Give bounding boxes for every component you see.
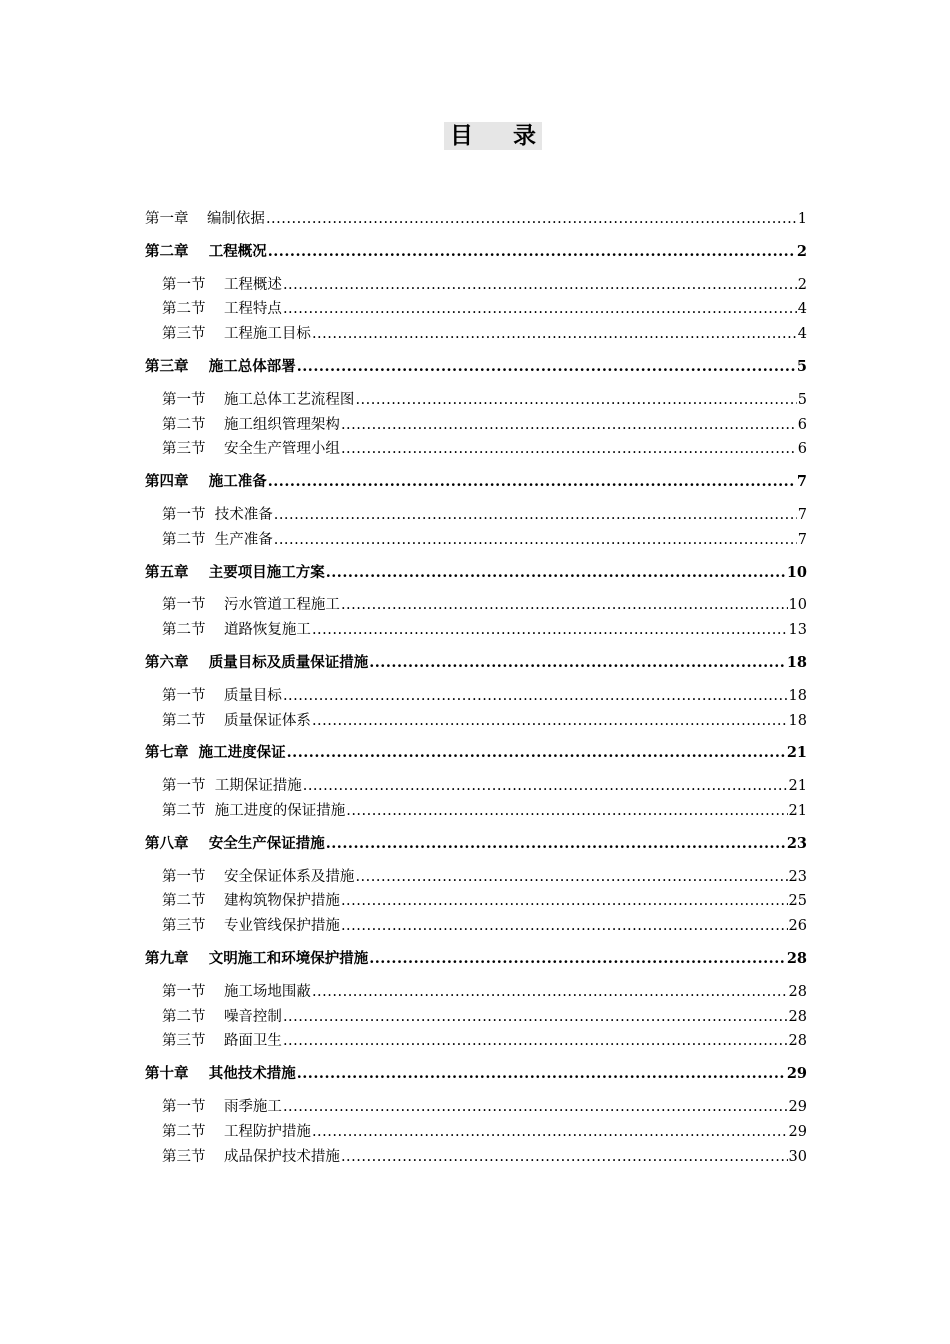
toc-entry-number: 第二章 — [145, 242, 189, 260]
toc-entry-spacer — [189, 651, 209, 676]
toc-entry-title: 施工准备 — [208, 473, 267, 491]
toc-entry-number: 第十章 — [145, 1065, 189, 1083]
toc-entry-title: 质量保证体系 — [223, 712, 311, 729]
toc-entry-spacer — [189, 240, 209, 265]
toc-dot-leader — [355, 388, 796, 413]
toc-page-number: 10 — [786, 563, 807, 581]
toc-section-entry[interactable] — [145, 273, 807, 298]
toc-page-number: 18 — [788, 712, 807, 729]
toc-entry-number: 第三节 — [162, 1148, 206, 1165]
toc-entry-title: 工程防护措施 — [223, 1123, 311, 1140]
toc-entry-number: 第三节 — [162, 1033, 206, 1050]
toc-section-entry[interactable] — [145, 1029, 807, 1054]
toc-entry-number: 第二节 — [162, 1008, 206, 1025]
toc-page-number: 28 — [786, 949, 807, 967]
toc-entry-number: 第一节 — [162, 506, 206, 523]
toc-chapter-entry[interactable] — [145, 651, 807, 676]
title-char-2: 录 — [513, 123, 536, 149]
toc-page-number: 4 — [797, 301, 807, 318]
toc-entry-title: 污水管道工程施工 — [223, 597, 340, 614]
toc-section-entry[interactable] — [145, 1120, 807, 1145]
toc-chapter-entry[interactable] — [145, 240, 807, 265]
toc-entry-spacer — [206, 437, 224, 462]
toc-entry-title: 技术准备 — [214, 506, 273, 523]
toc-page-number: 18 — [786, 653, 807, 671]
toc-section-entry[interactable] — [145, 889, 807, 914]
toc-section-entry[interactable] — [145, 914, 807, 939]
toc-page-number: 1 — [797, 211, 807, 227]
toc-dot-leader — [287, 741, 786, 766]
toc-entry-number: 第三章 — [145, 357, 189, 375]
toc-page-number: 7 — [797, 506, 807, 523]
toc-entry-number: 第三节 — [162, 918, 206, 935]
toc-section-entry[interactable] — [145, 799, 807, 824]
toc-entry-title: 路面卫生 — [223, 1033, 282, 1050]
toc-entry-title: 建构筑物保护措施 — [223, 893, 340, 910]
toc-dot-leader — [274, 528, 797, 553]
toc-entry-title: 施工组织管理架构 — [223, 416, 340, 433]
toc-section-entry[interactable] — [145, 413, 807, 438]
toc-chapter-entry[interactable] — [145, 1062, 807, 1087]
toc-entry-number: 第六章 — [145, 653, 189, 671]
toc-section-entry[interactable] — [145, 593, 807, 618]
toc-dot-leader — [283, 684, 788, 709]
toc-page-number: 6 — [797, 416, 807, 433]
toc-entry-title: 工程概况 — [208, 242, 267, 260]
toc-entry-spacer — [206, 865, 224, 890]
toc-entry-number: 第一节 — [162, 1098, 206, 1115]
toc-entry-title: 安全保证体系及措施 — [223, 868, 355, 885]
toc-entry-number: 第二节 — [162, 712, 206, 729]
toc-section-entry[interactable] — [145, 980, 807, 1005]
toc-entry-title: 生产准备 — [214, 531, 273, 548]
page-title — [444, 122, 542, 150]
toc-entry-number: 第二节 — [162, 802, 206, 819]
toc-page-number: 7 — [797, 531, 807, 548]
toc-entry-spacer — [206, 1095, 224, 1120]
toc-entry-title: 安全生产保证措施 — [208, 834, 325, 852]
toc-entry-number: 第九章 — [145, 949, 189, 967]
toc-page-number: 2 — [797, 276, 807, 293]
toc-entry-number: 第一节 — [162, 983, 206, 1000]
toc-entry-title: 其他技术措施 — [208, 1065, 296, 1083]
toc-dot-leader — [312, 618, 788, 643]
toc-dot-leader — [266, 207, 797, 232]
toc-entry-spacer — [206, 413, 224, 438]
toc-dot-leader — [303, 774, 788, 799]
toc-entry-spacer — [189, 832, 209, 857]
toc-entry-title: 质量目标 — [223, 687, 282, 704]
toc-dot-leader — [346, 799, 787, 824]
toc-entry-spacer — [206, 684, 224, 709]
toc-entry-title: 施工总体工艺流程图 — [223, 391, 355, 408]
toc-section-entry[interactable] — [145, 774, 807, 799]
toc-chapter-entry[interactable] — [145, 947, 807, 972]
toc-entry-number: 第二节 — [162, 622, 206, 639]
toc-entry-title: 工程概述 — [223, 276, 282, 293]
toc-entry-title: 工程施工目标 — [223, 326, 311, 343]
title-char-1: 目 — [450, 123, 473, 149]
toc-section-entry[interactable] — [145, 1095, 807, 1120]
toc-entry-spacer — [189, 947, 209, 972]
toc-entry-title: 专业管线保护措施 — [223, 918, 340, 935]
toc-entry-title: 施工总体部署 — [208, 357, 296, 375]
toc-entry-spacer — [206, 593, 224, 618]
toc-page-number: 2 — [796, 242, 807, 260]
toc-entry-spacer — [206, 709, 224, 734]
toc-section-entry[interactable] — [145, 684, 807, 709]
toc-chapter-entry[interactable] — [145, 470, 807, 495]
toc-page-number: 5 — [797, 391, 807, 408]
toc-chapter-entry[interactable] — [145, 355, 807, 380]
toc-section-entry[interactable] — [145, 437, 807, 462]
toc-dot-leader — [312, 1120, 788, 1145]
toc-entry-spacer — [189, 470, 209, 495]
toc-entry-spacer — [206, 297, 224, 322]
toc-page-number: 21 — [788, 778, 807, 795]
toc-page-number: 6 — [797, 441, 807, 458]
toc-dot-leader — [283, 1005, 788, 1030]
toc-entry-title: 文明施工和环境保护措施 — [208, 949, 369, 967]
toc-dot-leader — [297, 355, 796, 380]
toc-dot-leader — [312, 709, 788, 734]
toc-chapter-entry[interactable] — [145, 561, 807, 586]
toc-entry-number: 第一章 — [145, 211, 189, 227]
toc-section-entry[interactable] — [145, 297, 807, 322]
toc-chapter-entry[interactable] — [145, 207, 807, 232]
toc-dot-leader — [341, 914, 788, 939]
toc-entry-number: 第五章 — [145, 563, 189, 581]
toc-section-entry[interactable] — [145, 503, 807, 528]
toc-page-number: 13 — [788, 622, 807, 639]
toc-entry-number: 第三节 — [162, 441, 206, 458]
toc-entry-number: 第二节 — [162, 531, 206, 548]
toc-dot-leader — [369, 947, 786, 972]
toc-entry-spacer — [206, 1120, 224, 1145]
toc-entry-title: 安全生产管理小组 — [223, 441, 340, 458]
toc-entry-spacer — [206, 1029, 224, 1054]
toc-entry-number: 第一节 — [162, 778, 206, 795]
toc-dot-leader — [283, 1095, 788, 1120]
toc-entry-number: 第三节 — [162, 326, 206, 343]
toc-entry-spacer — [206, 528, 215, 553]
toc-entry-spacer — [189, 561, 209, 586]
toc-entry-title: 道路恢复施工 — [223, 622, 311, 639]
toc-dot-leader — [369, 651, 786, 676]
toc-section-entry[interactable] — [145, 709, 807, 734]
toc-entry-title: 主要项目施工方案 — [208, 563, 325, 581]
toc-page-number: 23 — [788, 868, 807, 885]
toc-entry-number: 第八章 — [145, 834, 189, 852]
toc-dot-leader — [283, 1029, 788, 1054]
toc-entry-spacer — [189, 741, 199, 766]
toc-entry-number: 第二节 — [162, 1123, 206, 1140]
toc-page-number: 10 — [788, 597, 807, 614]
toc-page-number: 28 — [788, 1008, 807, 1025]
toc-entry-number: 第一节 — [162, 276, 206, 293]
toc-entry-spacer — [206, 388, 224, 413]
toc-page-number: 25 — [788, 893, 807, 910]
toc-entry-number: 第一节 — [162, 687, 206, 704]
toc-dot-leader — [341, 437, 797, 462]
toc-page-number: 5 — [796, 357, 807, 375]
toc-dot-leader — [283, 273, 797, 298]
toc-entry-number: 第二节 — [162, 301, 206, 318]
toc-dot-leader — [268, 470, 796, 495]
toc-page-number: 18 — [788, 687, 807, 704]
toc-dot-leader — [283, 297, 797, 322]
toc-dot-leader — [341, 889, 788, 914]
toc-entry-number: 第一节 — [162, 868, 206, 885]
toc-entry-title: 质量目标及质量保证措施 — [208, 653, 369, 671]
toc-section-entry[interactable] — [145, 1005, 807, 1030]
toc-entry-title: 编制依据 — [206, 211, 265, 227]
toc-entry-spacer — [206, 914, 224, 939]
toc-entry-spacer — [206, 1005, 224, 1030]
toc-entry-number: 第七章 — [145, 744, 189, 762]
toc-section-entry[interactable] — [145, 1145, 807, 1170]
toc-page-number: 29 — [786, 1065, 807, 1083]
toc-dot-leader — [268, 240, 796, 265]
toc-dot-leader — [355, 865, 787, 890]
toc-entry-spacer — [206, 322, 224, 347]
toc-entry-title: 成品保护技术措施 — [223, 1148, 340, 1165]
toc-page-number: 21 — [788, 802, 807, 819]
toc-chapter-entry[interactable] — [145, 832, 807, 857]
toc-dot-leader — [274, 503, 797, 528]
toc-entry-spacer — [206, 618, 224, 643]
toc-page-number: 29 — [788, 1123, 807, 1140]
toc-dot-leader — [341, 1145, 788, 1170]
toc-entry-spacer — [206, 889, 224, 914]
toc-entry-spacer — [206, 273, 224, 298]
toc-chapter-entry[interactable] — [145, 741, 807, 766]
toc-entry-spacer — [206, 503, 215, 528]
toc-section-entry[interactable] — [145, 322, 807, 347]
toc-entry-spacer — [206, 1145, 224, 1170]
toc-dot-leader — [341, 593, 788, 618]
toc-entry-title: 施工进度保证 — [198, 744, 286, 762]
toc-section-entry[interactable] — [145, 528, 807, 553]
toc-dot-leader — [297, 1062, 786, 1087]
toc-dot-leader — [326, 832, 786, 857]
toc-dot-leader — [312, 980, 788, 1005]
toc-entry-number: 第一节 — [162, 391, 206, 408]
toc-section-entry[interactable] — [145, 865, 807, 890]
toc-entry-title: 雨季施工 — [223, 1098, 282, 1115]
toc-section-entry[interactable] — [145, 388, 807, 413]
toc-entry-spacer — [189, 1062, 209, 1087]
toc-page-number: 23 — [786, 834, 807, 852]
toc-entry-spacer — [189, 355, 209, 380]
toc-dot-leader — [341, 413, 797, 438]
toc-page-number: 26 — [788, 918, 807, 935]
toc-entry-title: 工期保证措施 — [214, 778, 302, 795]
toc-entry-number: 第一节 — [162, 597, 206, 614]
table-of-contents — [145, 207, 807, 1169]
toc-section-entry[interactable] — [145, 618, 807, 643]
toc-page-number: 28 — [788, 1033, 807, 1050]
toc-entry-spacer — [206, 774, 215, 799]
toc-entry-title: 施工进度的保证措施 — [214, 802, 346, 819]
toc-page-number: 28 — [788, 983, 807, 1000]
toc-entry-spacer — [206, 799, 215, 824]
toc-entry-spacer — [206, 980, 224, 1005]
toc-page-number: 4 — [797, 326, 807, 343]
toc-entry-title: 工程特点 — [223, 301, 282, 318]
toc-entry-number: 第二节 — [162, 893, 206, 910]
toc-page-number: 7 — [796, 473, 807, 491]
toc-entry-spacer — [189, 207, 207, 232]
toc-entry-title: 施工场地围蔽 — [223, 983, 311, 1000]
toc-dot-leader — [312, 322, 797, 347]
toc-page-number: 30 — [788, 1148, 807, 1165]
toc-dot-leader — [326, 561, 786, 586]
toc-page-number: 21 — [786, 744, 807, 762]
toc-page-number: 29 — [788, 1098, 807, 1115]
toc-entry-number: 第二节 — [162, 416, 206, 433]
toc-entry-title: 噪音控制 — [223, 1008, 282, 1025]
toc-entry-number: 第四章 — [145, 473, 189, 491]
